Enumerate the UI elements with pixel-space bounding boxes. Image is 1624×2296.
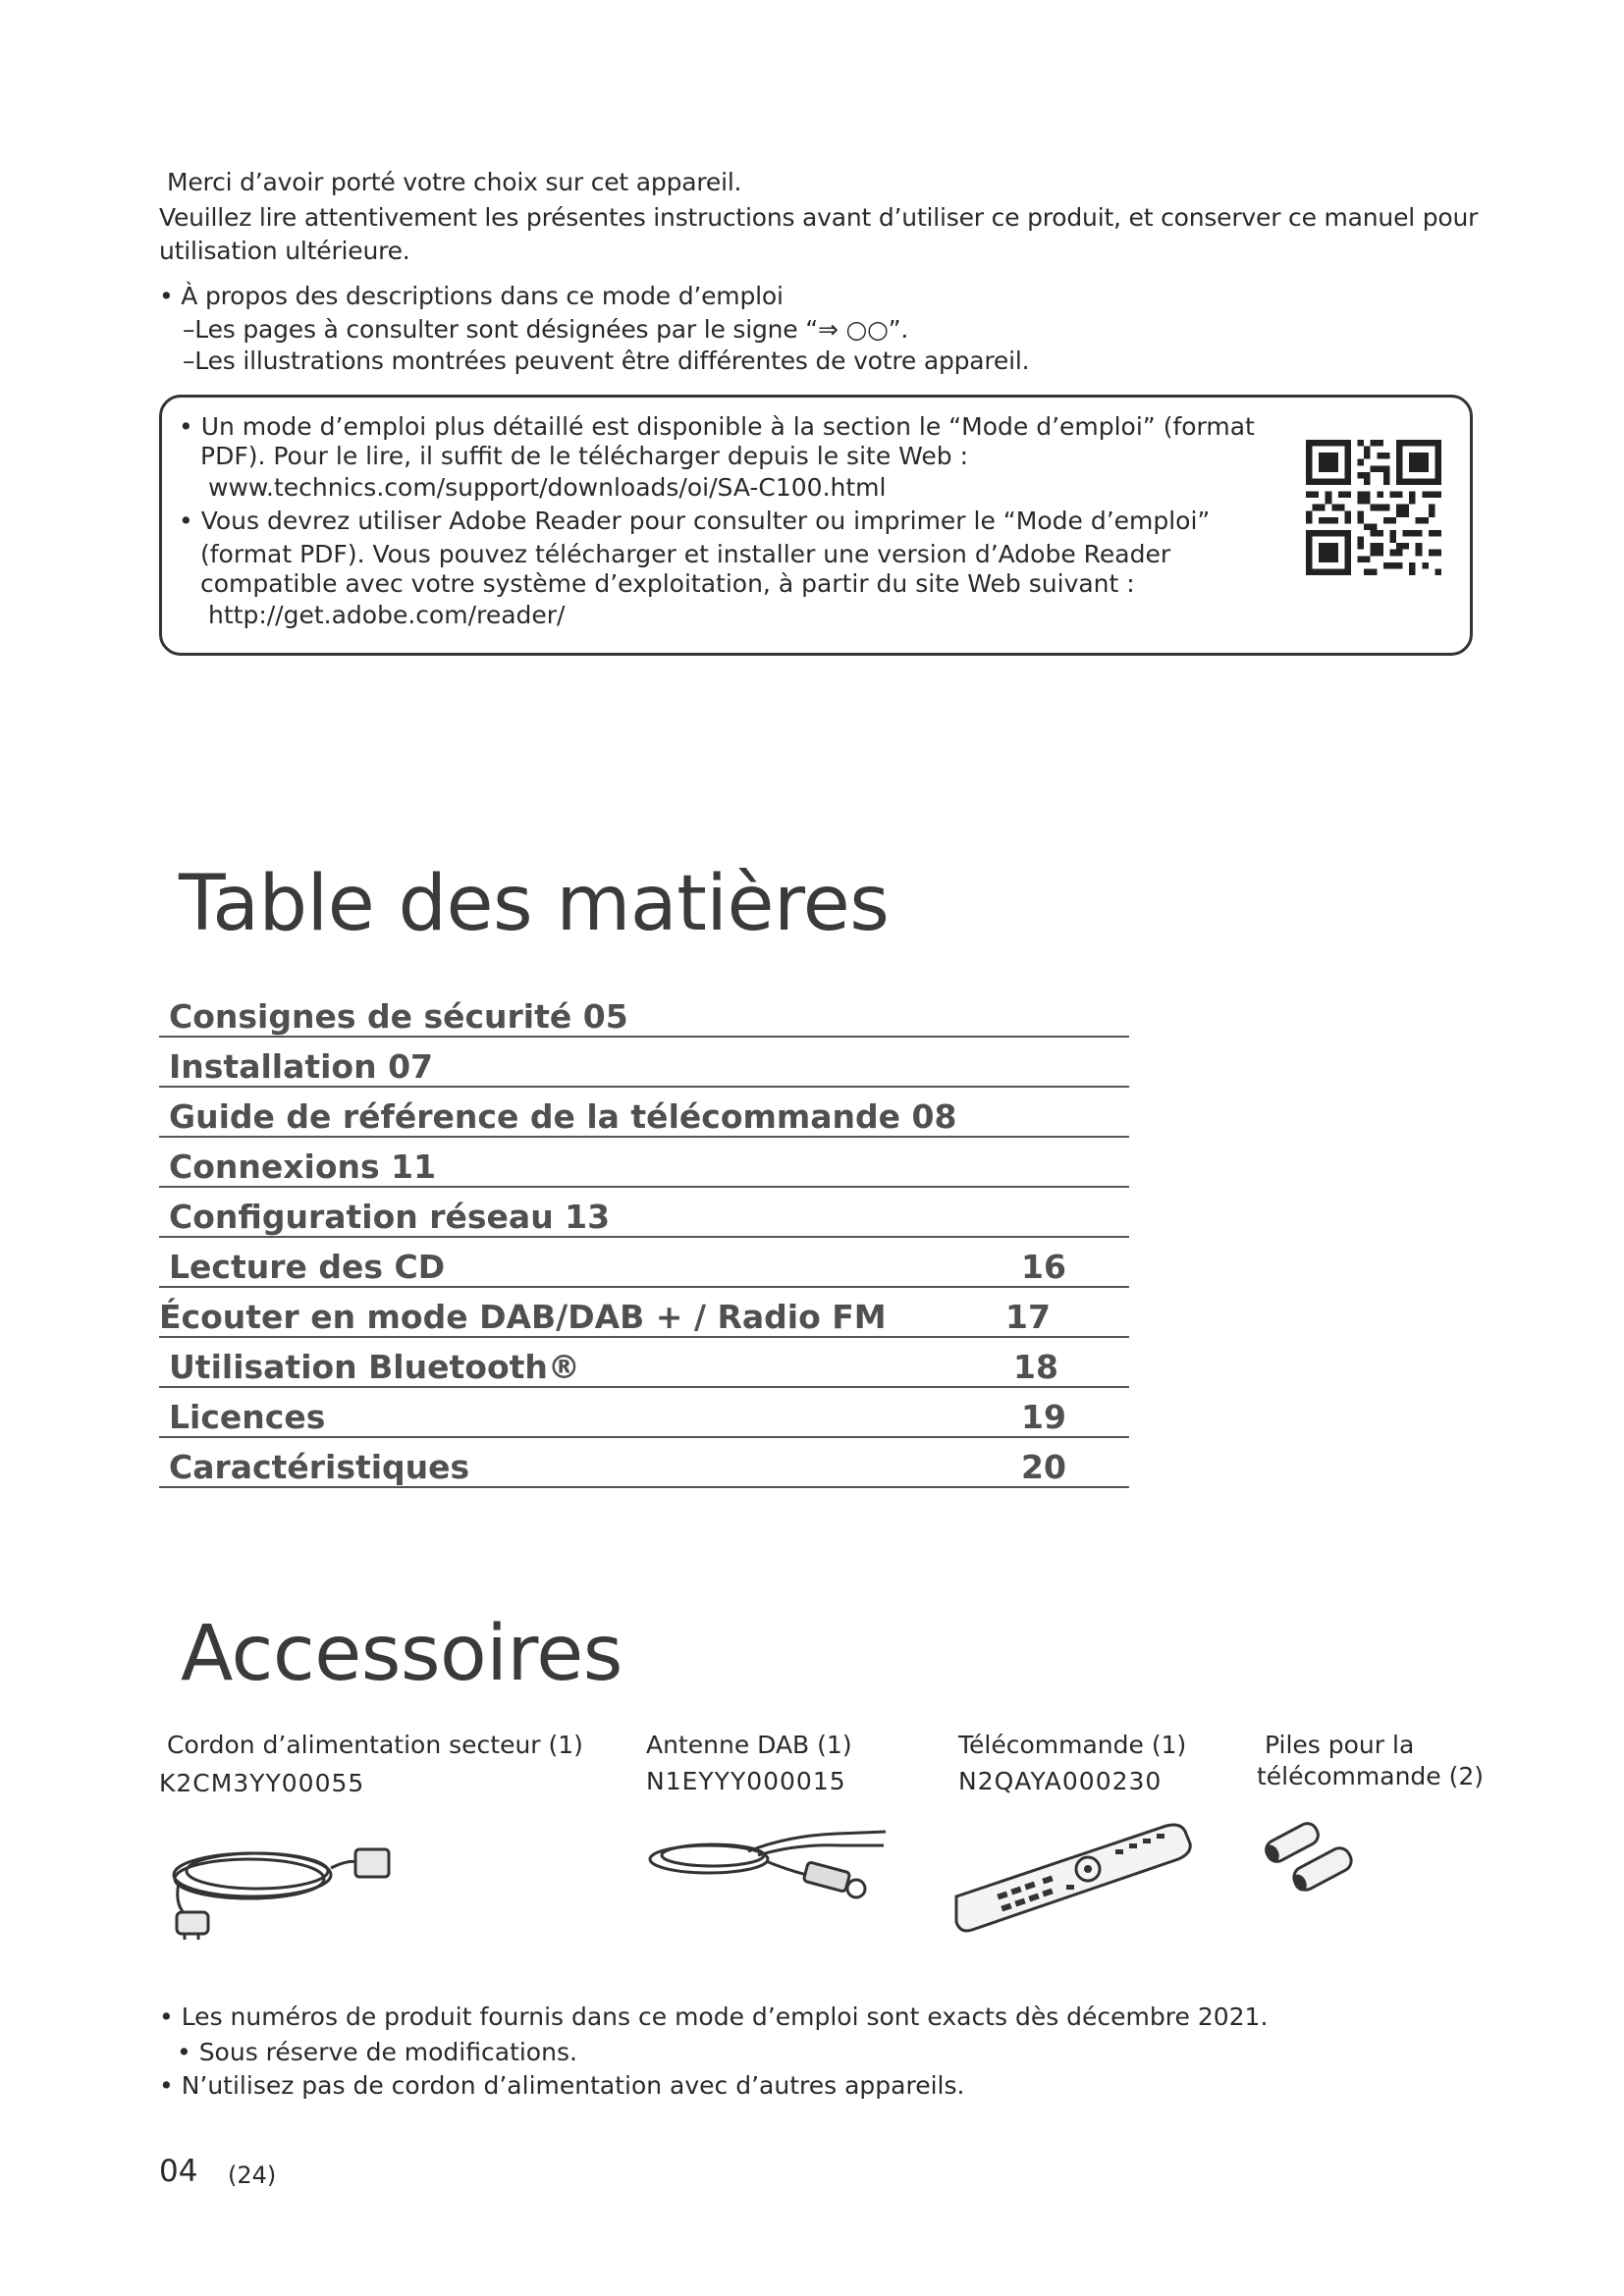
toc-item-label: Consignes de sécurité 05 bbox=[169, 997, 628, 1036]
toc-item-label: Configuration réseau 13 bbox=[169, 1198, 611, 1236]
info-line: (format PDF). Vous pouvez télécharger et installer une version d’Adobe Reader bbox=[200, 540, 1171, 568]
intro-pages-ref: –Les pages à consulter sont désignées par le signe “⇒ ○○”. bbox=[183, 315, 909, 344]
toc-item-page: 16 bbox=[1021, 1248, 1066, 1286]
intro-thanks: Merci d’avoir porté votre choix sur cet appareil. bbox=[167, 168, 742, 196]
info-url[interactable]: www.technics.com/support/downloads/oi/SA-C100.html bbox=[208, 473, 887, 502]
toc-item[interactable] bbox=[159, 1238, 1129, 1288]
toc-item-label: Caractéristiques bbox=[169, 1448, 470, 1486]
toc-item-page: 20 bbox=[1021, 1448, 1066, 1486]
toc-item[interactable] bbox=[159, 1338, 1129, 1388]
intro-read-line2: utilisation ultérieure. bbox=[159, 237, 410, 265]
info-url[interactable]: http://get.adobe.com/reader/ bbox=[208, 601, 566, 629]
info-line: compatible avec votre système d’exploitation, à partir du site Web suivant : bbox=[200, 569, 1135, 598]
dab-antenna-illustration bbox=[640, 1816, 895, 1904]
note: • N’utilisez pas de cordon d’alimentation avec d’autres appareils. bbox=[159, 2071, 965, 2100]
accessory-label: télécommande (2) bbox=[1257, 1762, 1485, 1790]
note: • Sous réserve de modifications. bbox=[177, 2038, 577, 2066]
info-line: PDF). Pour le lire, il suffit de le télécharger depuis le site Web : bbox=[200, 442, 969, 470]
accessories-title: Accessoires bbox=[181, 1610, 623, 1698]
toc-item-label: Écouter en mode DAB/DAB + / Radio FM bbox=[159, 1298, 887, 1336]
remote-control-illustration bbox=[950, 1814, 1196, 1942]
qr-code bbox=[1306, 440, 1441, 575]
toc-item[interactable] bbox=[159, 1388, 1129, 1438]
accessory-code: N1EYYY000015 bbox=[646, 1767, 846, 1795]
toc-title: Table des matières bbox=[179, 860, 890, 948]
accessory-label: Cordon d’alimentation secteur (1) bbox=[167, 1731, 583, 1759]
accessory-label: Télécommande (1) bbox=[958, 1731, 1187, 1759]
toc-item[interactable] bbox=[159, 1038, 1129, 1088]
toc-item[interactable] bbox=[159, 1088, 1129, 1138]
toc-item-label: Connexions 11 bbox=[169, 1148, 437, 1186]
info-line: • Un mode d’emploi plus détaillé est disponible à la section le “Mode d’emploi” (format bbox=[179, 412, 1255, 441]
batteries-illustration bbox=[1259, 1818, 1367, 1896]
power-cord-illustration bbox=[159, 1814, 395, 1942]
toc-item-label: Guide de référence de la télécommande 08 bbox=[169, 1097, 957, 1136]
intro-illustrations: –Les illustrations montrées peuvent être différentes de votre appareil. bbox=[183, 347, 1030, 375]
intro-read-line1: Veuillez lire attentivement les présentes instructions avant d’utiliser ce produit, et conserver ce manuel pour bbox=[159, 203, 1479, 232]
toc-item[interactable] bbox=[159, 1288, 1129, 1338]
info-line: • Vous devrez utiliser Adobe Reader pour consulter ou imprimer le “Mode d’emploi” bbox=[179, 507, 1211, 535]
toc-item-label: Lecture des CD bbox=[169, 1248, 446, 1286]
toc-item-label: Utilisation Bluetooth® bbox=[169, 1348, 580, 1386]
note: • Les numéros de produit fournis dans ce mode d’emploi sont exacts dès décembre 2021. bbox=[159, 2002, 1269, 2031]
toc-item[interactable] bbox=[159, 1188, 1129, 1238]
accessory-code: N2QAYA000230 bbox=[958, 1767, 1163, 1795]
page-number-sub: (24) bbox=[228, 2162, 277, 2189]
toc-list bbox=[159, 988, 1129, 1488]
accessory-label: Antenne DAB (1) bbox=[646, 1731, 852, 1759]
toc-item-label: Installation 07 bbox=[169, 1047, 434, 1086]
toc-item[interactable] bbox=[159, 1138, 1129, 1188]
toc-item-label: Licences bbox=[169, 1398, 326, 1436]
toc-item-page: 17 bbox=[1005, 1298, 1051, 1336]
accessory-label: Piles pour la bbox=[1265, 1731, 1415, 1759]
page-number: 04 bbox=[159, 2154, 198, 2189]
intro-about: • À propos des descriptions dans ce mode d’emploi bbox=[159, 282, 784, 310]
toc-item-page: 18 bbox=[1013, 1348, 1058, 1386]
toc-item-page: 19 bbox=[1021, 1398, 1066, 1436]
toc-item[interactable] bbox=[159, 1438, 1129, 1488]
toc-item[interactable] bbox=[159, 988, 1129, 1038]
accessory-code: K2CM3YY00055 bbox=[159, 1769, 365, 1797]
